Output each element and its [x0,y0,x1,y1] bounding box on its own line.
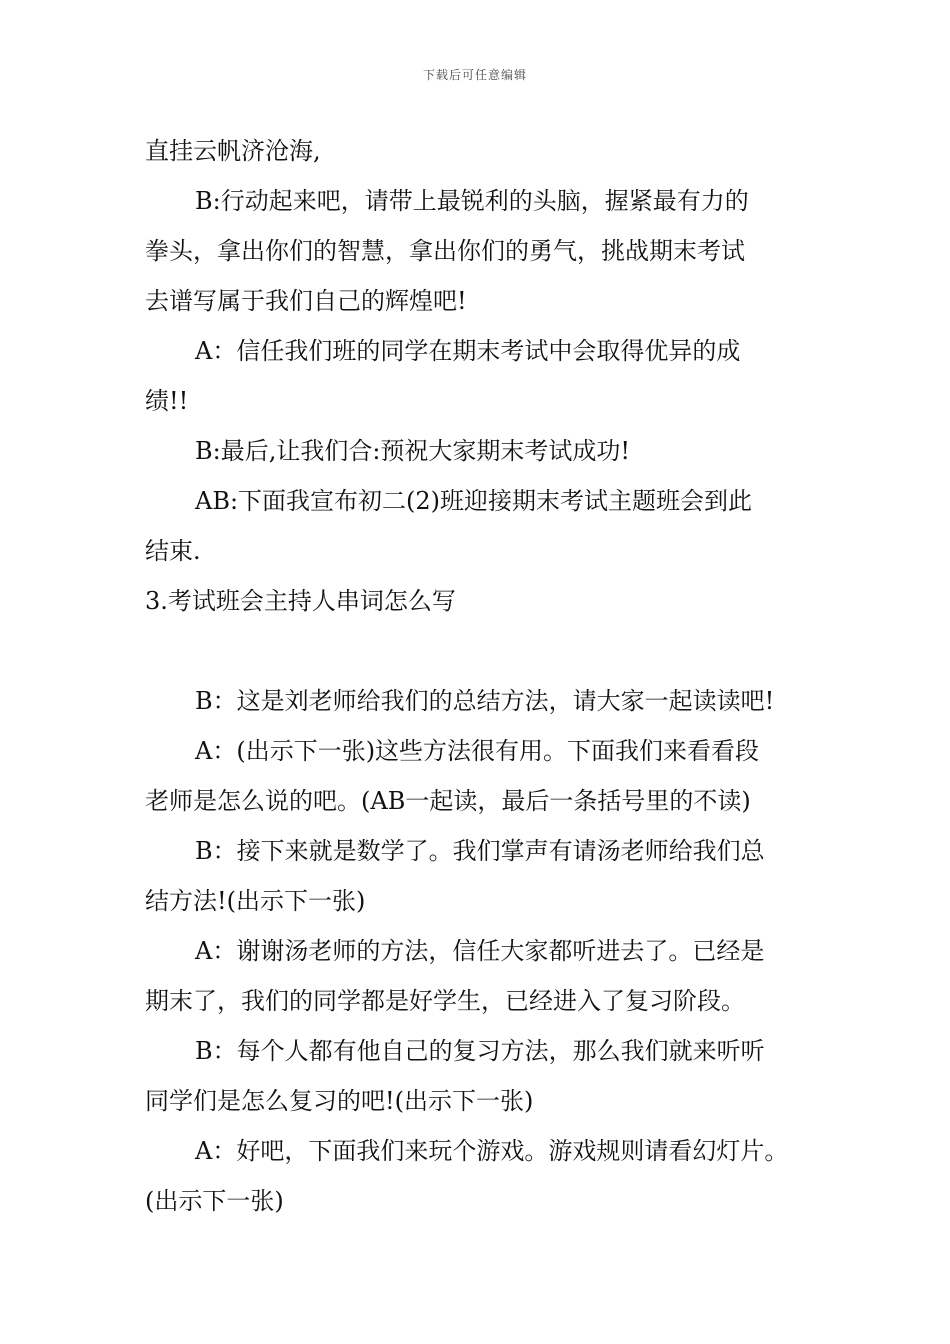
text-line: 去谱写属于我们自己的辉煌吧! [145,287,467,315]
blank-line [145,626,815,676]
section-heading: 3.考试班会主持人串词怎么写 [145,587,456,615]
text-line: 绩!! [145,387,189,415]
text-line: 拳头，拿出你们的智慧，拿出你们的勇气，挑战期末考试 [145,237,745,265]
paragraph-line: A：谢谢汤老师的方法，信任大家都听进去了。已经是 [195,937,765,965]
text-line: 期末了，我们的同学都是好学生，已经进入了复习阶段。 [145,987,745,1015]
document-body [145,126,815,1226]
paragraph-line: B：每个人都有他自己的复习方法，那么我们就来听听 [195,1037,765,1065]
text-line: 结方法!(出示下一张) [145,887,366,915]
text-line: (出示下一张) [145,1187,284,1215]
page-header: 下载后可任意编辑 [422,68,527,82]
text-line: 直挂云帆济沧海, [145,137,321,165]
text-line: 结束. [145,537,201,565]
paragraph-line: A：信任我们班的同学在期末考试中会取得优异的成 [195,337,741,365]
paragraph-line: B：接下来就是数学了。我们掌声有请汤老师给我们总 [195,837,765,865]
paragraph-line: B：这是刘老师给我们的总结方法，请大家一起读读吧! [195,687,775,715]
paragraph-line: A：好吧，下面我们来玩个游戏。游戏规则请看幻灯片。 [195,1137,789,1165]
paragraph-line: A：(出示下一张)这些方法很有用。下面我们来看看段 [195,737,760,765]
paragraph-line: B:行动起来吧，请带上最锐利的头脑，握紧最有力的 [195,187,749,215]
paragraph-line: AB:下面我宣布初二(2)班迎接期末考试主题班会到此 [195,487,753,515]
text-line: 老师是怎么说的吧。(AB一起读，最后一条括号里的不读) [145,787,751,815]
text-line: 同学们是怎么复习的吧!(出示下一张) [145,1087,534,1115]
paragraph-line: B:最后,让我们合:预祝大家期末考试成功! [195,437,631,465]
